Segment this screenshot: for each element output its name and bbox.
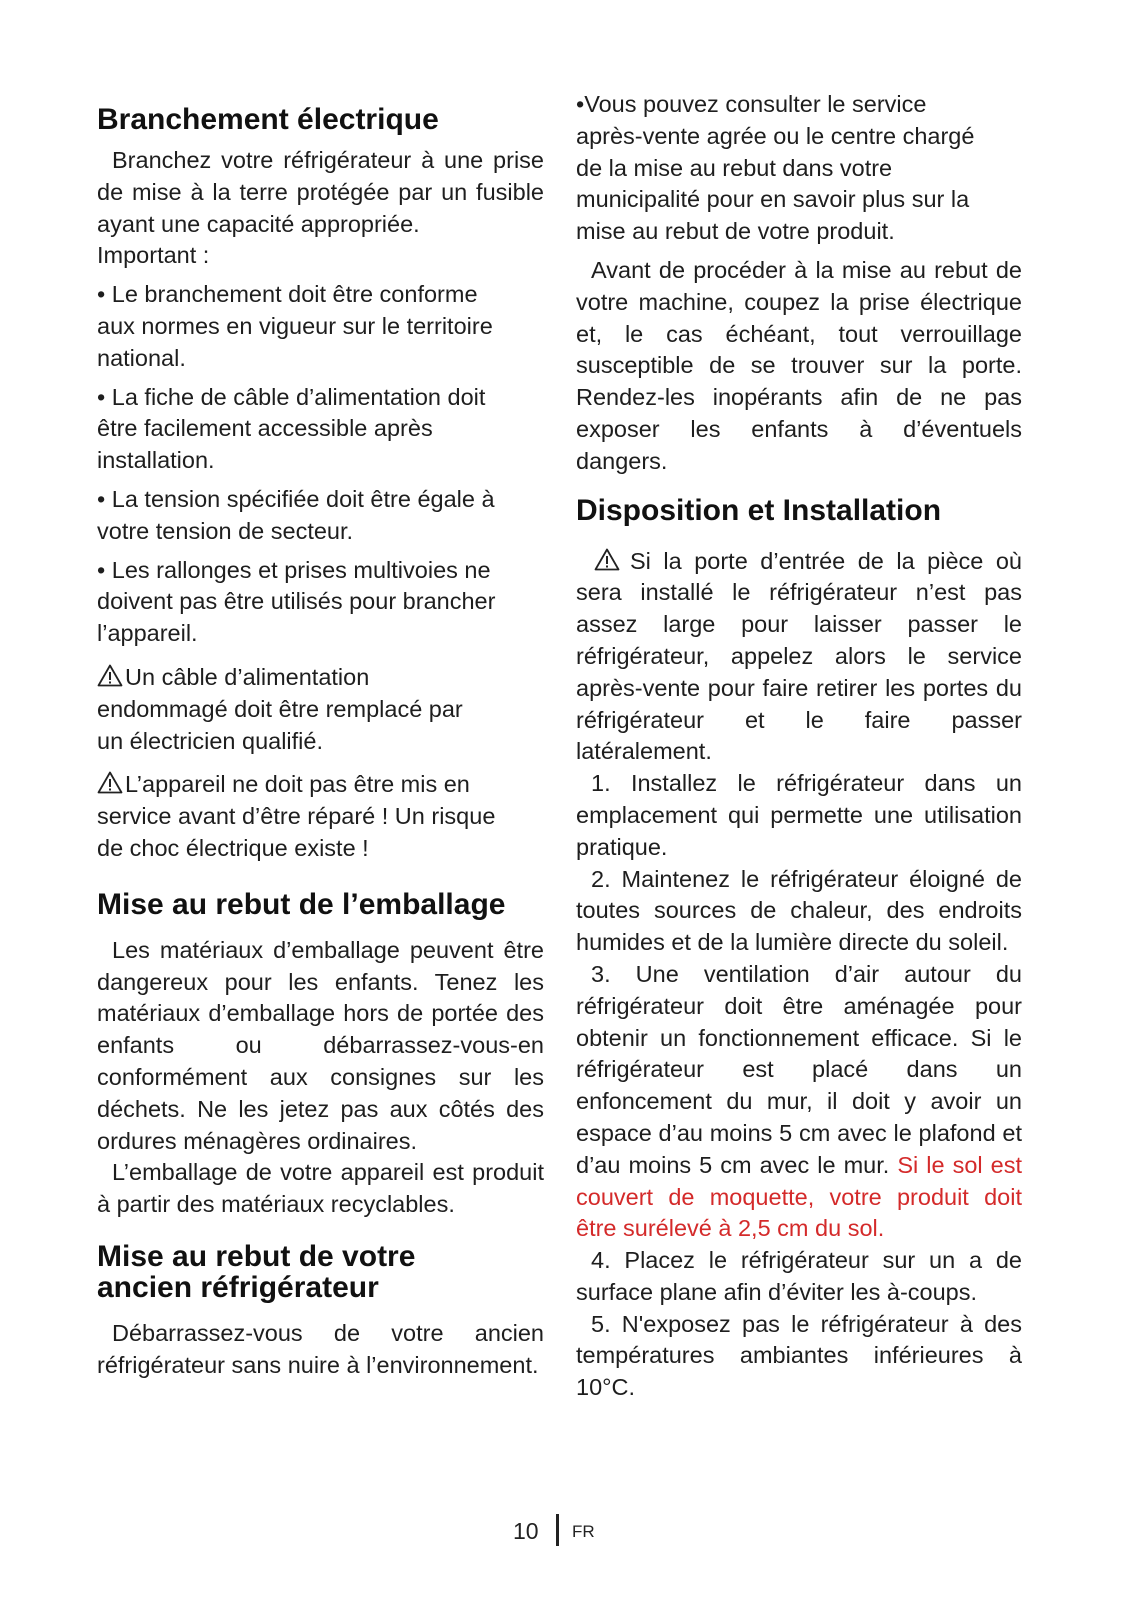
install-step-5: 5. N'exposez pas le réfrigérateur à des températures ambiantes inférieures à 10°C. (576, 1310, 1022, 1401)
right-column (576, 0, 1022, 1404)
emballage-paragraph-1: Les matériaux d’emballage peuvent être dangereux pour les enfants. Tenez les matériaux d’emballage hors de portée des enfants ou débarrassez-vous-en conformément aux consignes sur les déchets. Ne les jetez pas aux côtés des ordures ménagères ordinaires. (97, 936, 544, 1154)
install-step-2: 2. Maintenez le réfrigérateur éloigné de toutes sources de chaleur, des endroits humides et de la lumière directe du soleil. (576, 865, 1022, 956)
warning-repair-text: L’appareil ne doit pas être mis en service avant d’être réparé ! Un risque de choc électrique existe ! (97, 771, 496, 861)
warning-triangle-icon (97, 771, 123, 794)
language-code: FR (572, 1522, 595, 1541)
bullet-item: • Les rallonges et prises multivoies ne doivent pas être utilisés pour brancher l’appareil. (97, 556, 496, 647)
page-footer (0, 1514, 1128, 1548)
warning-cable-text: Un câble d’alimentation endommagé doit être remplacé par un électricien qualifié. (97, 663, 463, 754)
bullet-item: • La tension spécifiée doit être égale à votre tension de secteur. (97, 485, 495, 544)
install-step-3 (576, 959, 1022, 1245)
section-title-emballage: Mise au rebut de l’emballage (97, 887, 506, 921)
warning-triangle-icon (97, 664, 123, 687)
section-title-ancien-line1: Mise au rebut de votre (97, 1239, 416, 1273)
branchement-intro: Branchez votre réfrigérateur à une prise de mise à la terre protégée par un fusible ayant une capacité appropriée. (97, 147, 544, 237)
warning-repair (97, 769, 507, 864)
disposition-warning (576, 546, 1022, 769)
bullet-item: • Le branchement doit être conforme aux normes en vigueur sur le territoire national. (97, 281, 493, 371)
branchement-important: Important : (97, 242, 210, 269)
disposition-warning-text: Si la porte d’entrée de la pièce où sera installé le réfrigérateur n’est pas assez large pour laisser passer le réfrigérateur, appelez alors le service après-vente pour faire retirer les portes du réfrigérateur et le faire passer latéralement. (576, 547, 1022, 765)
section-title-ancien-line2: ancien réfrigérateur (97, 1270, 379, 1304)
section-title-branchement: Branchement électrique (97, 103, 439, 136)
install-step-3-red-note: Si le sol est couvert de moquette, votre produit doit être surélevé à 2,5 cm du sol. (576, 1151, 1022, 1242)
service-paragraph: •Vous pouvez consulter le service après-vente agrée ou le centre chargé de la mise au rebut dans votre municipalité pour en savoir plus sur la mise au rebut de votre produit. (576, 91, 975, 245)
footer-divider (556, 1514, 559, 1546)
warning-triangle-icon (594, 548, 620, 571)
avant-paragraph: Avant de procéder à la mise au rebut de votre machine, coupez la prise électrique et, le cas échéant, tout verrouillage susceptible de se trouver sur la porte. Rendez-les inopérants afin de ne pas exposer les enfants à d’éventuels dangers. (576, 256, 1022, 474)
section-title-disposition: Disposition et Installation (576, 493, 942, 527)
section-title-ancien (97, 1241, 544, 1303)
install-step-4: 4. Placez le réfrigérateur sur un a de surface plane afin d’éviter les à-coups. (576, 1247, 1022, 1305)
install-step-1: 1. Installez le réfrigérateur dans un emplacement qui permette une utilisation pratique. (576, 770, 1022, 860)
ancien-paragraph: Débarrassez-vous de votre ancien réfrigérateur sans nuire à l’environnement. (97, 1319, 544, 1378)
page-number: 10 (513, 1518, 539, 1544)
left-column (97, 0, 544, 1382)
warning-cable (97, 662, 487, 757)
bullet-item: • La fiche de câble d’alimentation doit être facilement accessible après installation. (97, 383, 486, 474)
install-step-3-text: 3. Une ventilation d’air autour du réfrigérateur doit être aménagée pour obtenir un fonctionnement efficace. Si le réfrigérateur est placé dans un enfoncement du mur, il doit y avoir un espace d’au moins 5 cm avec le plafond et d’au moins 5 cm avec le mur. (576, 960, 1022, 1178)
emballage-paragraph-2: L’emballage de votre appareil est produit à partir des matériaux recyclables. (97, 1159, 544, 1218)
